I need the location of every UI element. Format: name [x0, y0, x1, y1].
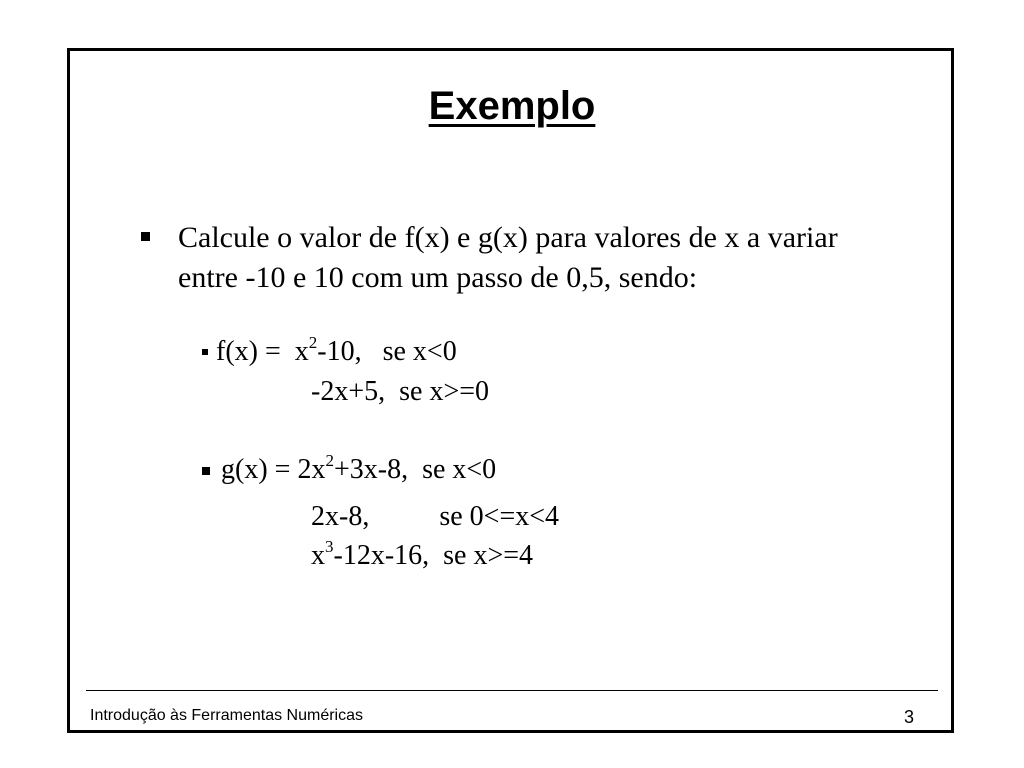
- f-line-1-suffix: -10, se x<0: [317, 336, 457, 367]
- g-definition-line-1: [221, 452, 496, 488]
- g-line-3-suffix: -12x-16, se x>=4: [333, 540, 534, 571]
- f-line-1-exponent: 2: [308, 332, 318, 352]
- footer-divider: [86, 690, 938, 691]
- f-line-1-prefix: f(x) = x: [216, 336, 309, 367]
- bullet-marker: [202, 349, 208, 355]
- footer-course-title: Introdução às Ferramentas Numéricas: [90, 707, 363, 724]
- bullet-marker: [141, 232, 150, 241]
- g-line-1-exponent: 2: [325, 450, 334, 470]
- g-line-3-exponent: 3: [325, 536, 334, 556]
- g-line-1-prefix: g(x) = 2x: [221, 454, 326, 485]
- g-line-3-prefix: x: [311, 540, 325, 571]
- g-definition-line-2: 2x-8, se 0<=x<4: [311, 501, 560, 532]
- slide-frame: [67, 48, 954, 733]
- f-definition-line-1: [216, 334, 457, 370]
- page-number: 3: [904, 707, 915, 727]
- g-definition-line-3: [311, 538, 533, 574]
- main-bullet-text: Calcule o valor de f(x) e g(x) para valores de x a variar entre -10 e 10 com um passo de 0,5, sendo:: [178, 221, 838, 294]
- bullet-marker: [202, 467, 210, 475]
- g-line-1-suffix: +3x-8, se x<0: [333, 454, 497, 485]
- slide-title: Exemplo: [428, 84, 596, 128]
- f-definition-line-2: -2x+5, se x>=0: [311, 376, 490, 407]
